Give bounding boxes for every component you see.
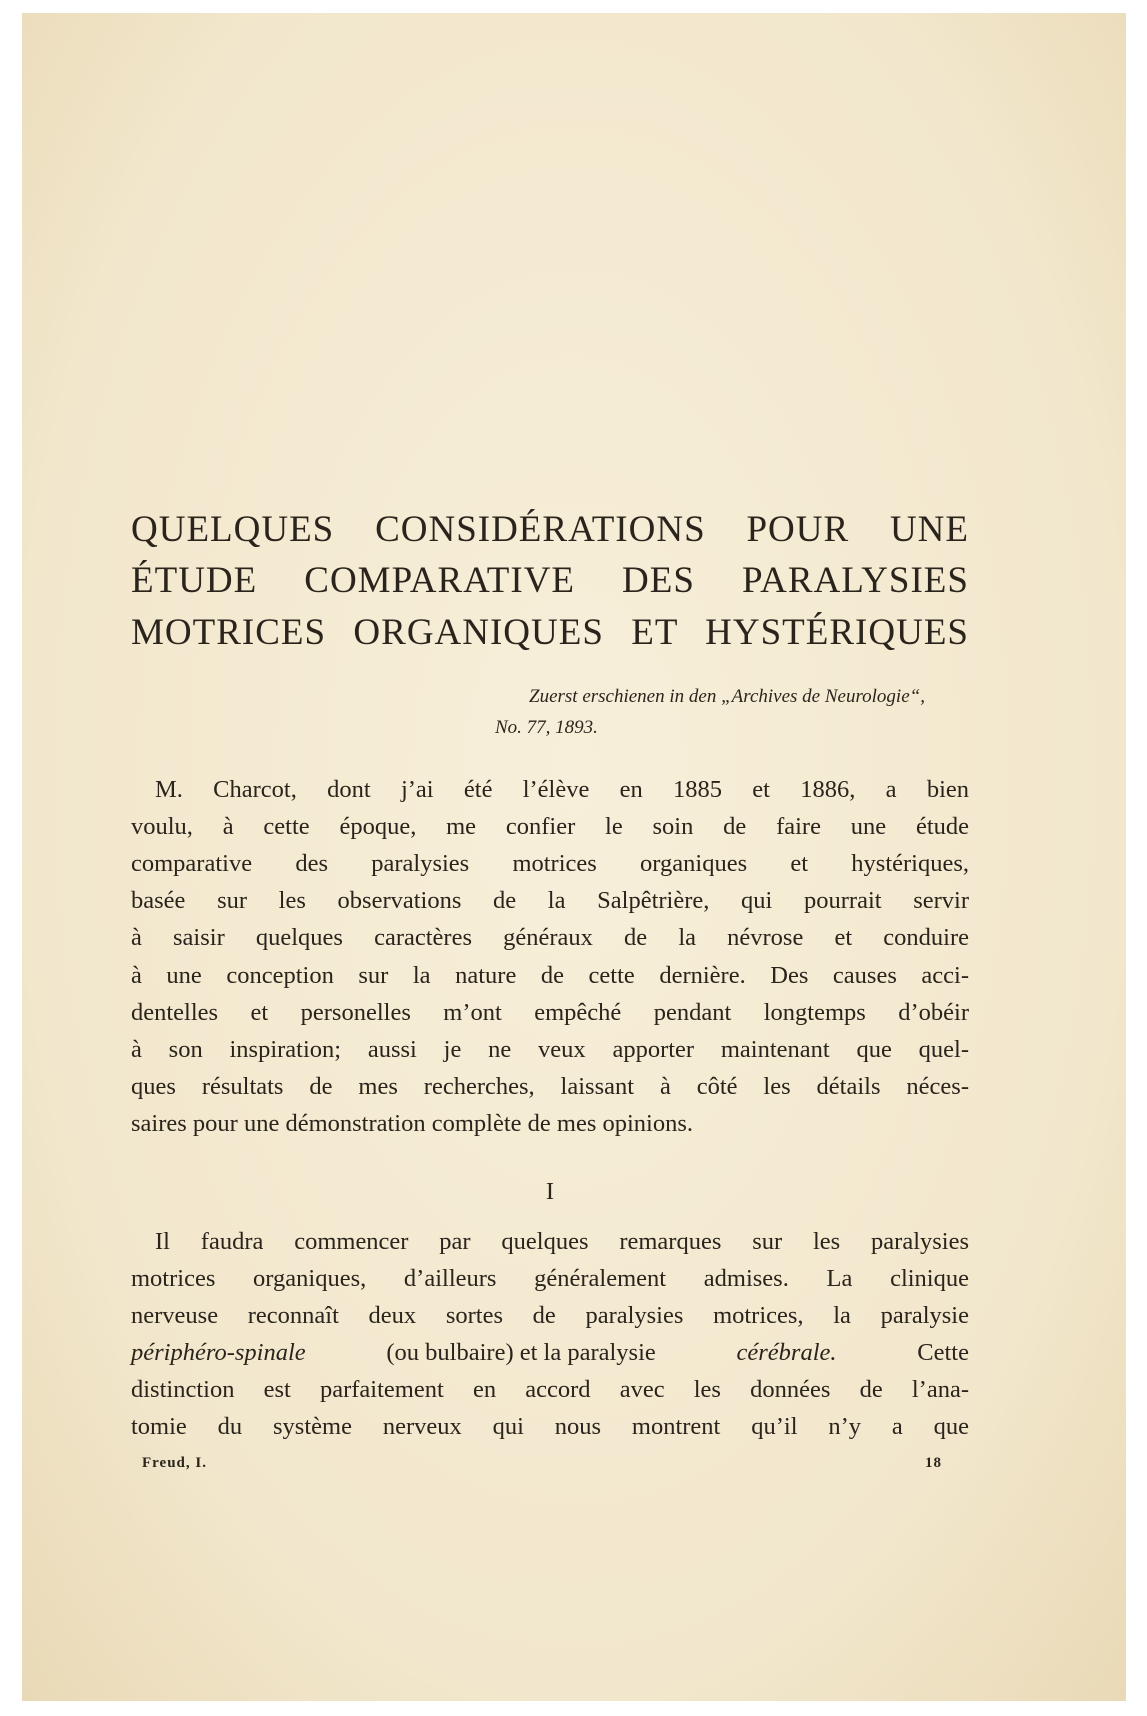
emphasis: cérébrale.: [736, 1339, 837, 1366]
paragraph-line: à son inspiration; aussi je ne veux apporter maintenant que quel-: [131, 1036, 969, 1063]
paragraph-line: comparative des paralysies motrices organiques et hystériques,: [131, 850, 969, 877]
title-line: MOTRICES ORGANIQUES ET HYSTÉRIQUES: [131, 612, 969, 653]
emphasis: périphéro-spinale: [131, 1339, 306, 1366]
paragraph-line: saires pour une démonstration complète de mes opinions.: [131, 1110, 694, 1137]
paragraph-line: voulu, à cette époque, me confier le soin de faire une étude: [131, 813, 969, 840]
scanned-page: [22, 13, 1126, 1701]
section-number: I: [545, 1178, 555, 1205]
paragraph-line: ques résultats de mes recherches, laissant à côté les détails néces-: [131, 1073, 969, 1100]
source-note: No. 77, 1893.: [495, 717, 598, 738]
title-line: QUELQUES CONSIDÉRATIONS POUR UNE: [131, 509, 969, 550]
footer-signature: Freud, I.: [142, 1455, 207, 1471]
paragraph-line: distinction est parfaitement en accord avec les données de l’ana-: [131, 1376, 969, 1403]
paragraph-line: à une conception sur la nature de cette dernière. Des causes acci-: [131, 962, 969, 989]
paragraph-line: Il faudra commencer par quelques remarques sur les paralysies: [155, 1228, 969, 1255]
paragraph-line: [131, 1336, 969, 1370]
paragraph-line: motrices organiques, d’ailleurs généralement admises. La clinique: [131, 1265, 969, 1292]
source-note: Zuerst erschienen in den „Archives de Neurologie“,: [529, 686, 925, 707]
page-number: 18: [925, 1455, 942, 1471]
paragraph-line: dentelles et personelles m’ont empêché pendant longtemps d’obéir: [131, 999, 969, 1026]
paragraph-line: basée sur les observations de la Salpêtrière, qui pourrait servir: [131, 887, 969, 914]
paragraph-line: à saisir quelques caractères généraux de la névrose et conduire: [131, 924, 969, 951]
text: Cette: [911, 1339, 969, 1366]
paragraph-line: M. Charcot, dont j’ai été l’élève en 1885 et 1886, a bien: [155, 776, 969, 803]
paragraph-line: tomie du système nerveux qui nous montrent qu’il n’y a que: [131, 1413, 969, 1440]
paragraph-line: nerveuse reconnaît deux sortes de paralysies motrices, la paralysie: [131, 1302, 969, 1329]
text: (ou bulbaire) et la paralysie: [380, 1339, 662, 1366]
title-line: ÉTUDE COMPARATIVE DES PARALYSIES: [131, 560, 969, 601]
